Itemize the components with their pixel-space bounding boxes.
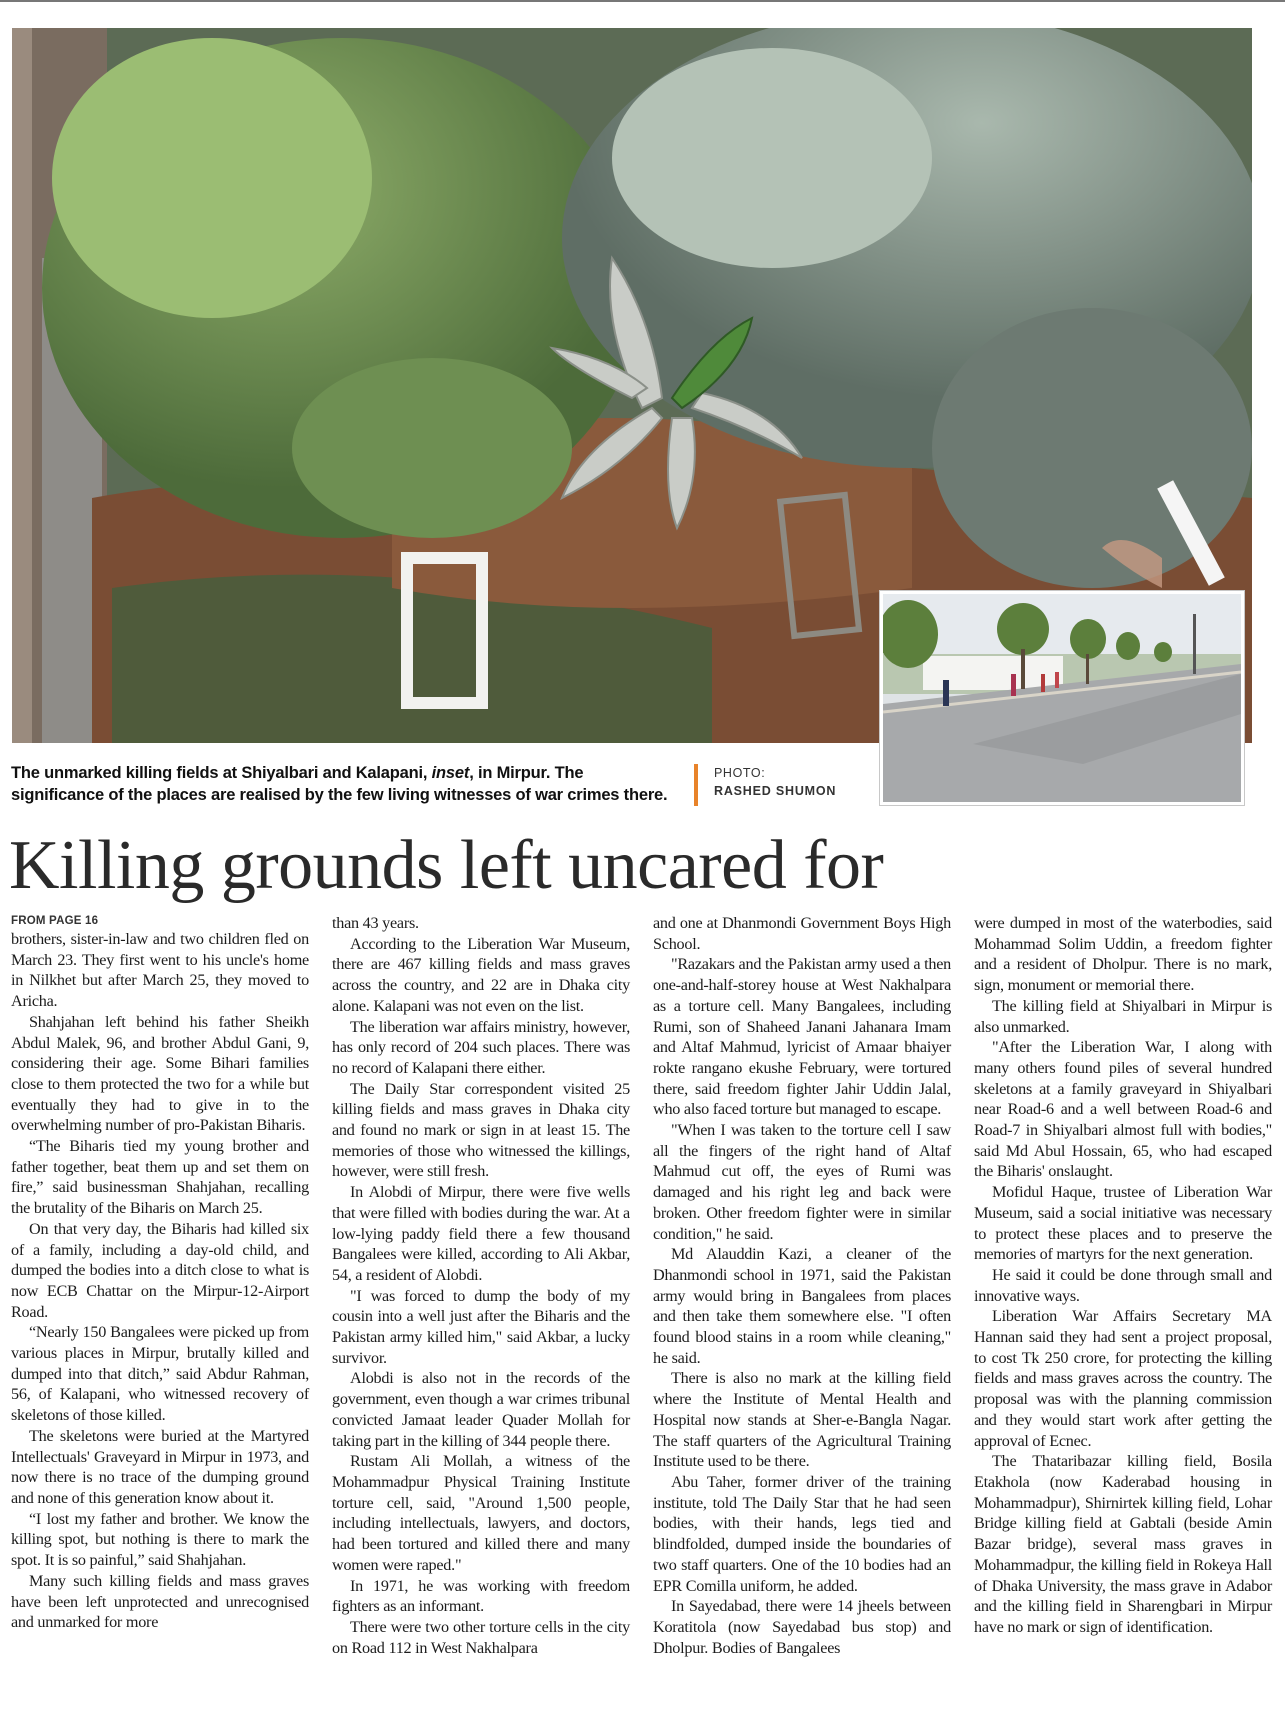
- article-paragraph: "After the Liberation War, I along with many others found piles of several hundred skeletons at a family graveyard in Shiyalbari near Road-6 and a well between Road-6 and Road-7 in Shiyalbari almost full with bodies," said Md Abul Hossain, 65, who had escaped the Biharis' onslaught.: [974, 1038, 1272, 1181]
- article-paragraph: Mofidul Haque, trustee of Liberation War Museum, said a social initiative was necessary to protect these places and to preserve the memories of martyrs for the next generation.: [974, 1183, 1272, 1264]
- article-paragraph: than 43 years.: [332, 914, 419, 932]
- inset-photo: [880, 591, 1244, 805]
- article-paragraph: Abu Taher, former driver of the training institute, told The Daily Star that he had seen bodies, with their hands, legs tied and blindfolded, dumped inside the boundaries of two staff quarters. One of the 10 bodies had an EPR Comilla uniform, he added.: [653, 1472, 951, 1595]
- article-paragraph: "I was forced to dump the body of my cousin into a well just after the Biharis and the Pakistan army killed him," said Akbar, a lucky survivor.: [332, 1286, 630, 1367]
- photo-credit-name: RASHED SHUMON: [714, 784, 837, 798]
- article-paragraph: In 1971, he was working with freedom fighters as an informant.: [332, 1576, 630, 1616]
- article-paragraph: The Thataribazar killing field, Bosila Etakhola (now Kaderabad housing in Mohammadpur), Shirnirtek killing field, Lohar Bridge killing field at Gabtali (beside Amin Bazar bridge), several mass graves in Mohammadpur, the killing field in Rokeya Hall of Dhaka University, the mass grave in Adabor and the killing field in Sharengbari in Mirpur have no mark or sign of identification.: [974, 1452, 1272, 1636]
- article-paragraph: “Nearly 150 Bangalees were picked up from various places in Mirpur, brutally killed and dumped into that ditch,” said Abdur Rahman, 56, of Kalapani, who witnessed recovery of skeletons of those killed.: [11, 1323, 309, 1425]
- article-paragraph: were dumped in most of the waterbodies, said Mohammad Solim Uddin, a freedom fighter and a resident of Dholpur. There is no mark, sign, monument or memorial there.: [974, 914, 1272, 995]
- caption-inset-word: inset: [431, 764, 470, 782]
- article-paragraph: According to the Liberation War Museum, there are 467 killing fields and mass graves across the country, and 22 are in Dhaka city alone. Kalapani was not even on the list.: [332, 934, 630, 1015]
- article-paragraph: The killing field at Shiyalbari in Mirpur is also unmarked.: [974, 996, 1272, 1036]
- headline: Killing grounds left uncared for: [9, 827, 884, 904]
- photo-credit-label: PHOTO:: [714, 766, 766, 780]
- article-paragraph: Md Alauddin Kazi, a cleaner of the Dhanmondi school in 1971, said the Pakistan army would bring in Bangalees from places and then take them somewhere else. "I often found blood stains in a room while cleaning," he said.: [653, 1245, 951, 1367]
- article-paragraph: The liberation war affairs ministry, however, has only record of 204 such places. There was no record of Kalapani there either.: [332, 1017, 630, 1077]
- article-paragraph: There were two other torture cells in the city on Road 112 in West Nakhalpara: [332, 1617, 630, 1657]
- from-page-reference: FROM PAGE 16: [11, 915, 99, 927]
- article-paragraph: There is also no mark at the killing field where the Institute of Mental Health and Hospital now stands at Sher-e-Bangla Nagar. The staff quarters of the Agricultural Training Institute used to be there.: [653, 1369, 951, 1471]
- article-paragraph: In Alobdi of Mirpur, there were five wells that were filled with bodies during the war. At a low-lying paddy field there a few thousand Bangalees were killed, according to Ali Akbar, 54, a resident of Alobdi.: [332, 1183, 630, 1284]
- article-paragraph: Alobdi is also not in the records of the government, even though a war crimes tribunal convicted Jamaat leader Quader Mollah for taking part in the killing of 344 people there.: [332, 1369, 630, 1450]
- article-paragraph: "Razakars and the Pakistan army used a then one-and-half-storey house at West Nakhalpara as a torture cell. Many Bangalees, including Rumi, son of Shaheed Janani Jahanara Imam and Altaf Mahmud, lyricist of Amaar bhaiyer rokte rangano ekushe February, were tortured there, said freedom fighter Jahir Uddin Jalal, who also faced torture but managed to escape.: [653, 955, 951, 1119]
- photo-credit: [694, 764, 836, 806]
- page-top-rule: [0, 0, 1285, 2]
- inset-photo-image: [883, 594, 1241, 802]
- article-paragraph: Rustam Ali Mollah, a witness of the Mohammadpur Physical Training Institute torture cell, said, "Around 1,500 people, including intellectuals, lawyers, and doctors, had been tortured and killed there and many women were raped.": [332, 1452, 630, 1574]
- article-paragraph: and one at Dhanmondi Government Boys High School.: [653, 914, 951, 953]
- article-paragraph: “I lost my father and brother. We know the killing spot, but nothing is there to mark the spot. It is so painful,” said Shahjahan.: [11, 1509, 309, 1570]
- article-column-3: [653, 913, 951, 1726]
- article-paragraph: He said it could be done through small and innovative ways.: [974, 1265, 1272, 1305]
- caption-text-part1: The unmarked killing fields at Shiyalbari and Kalapani,: [11, 764, 432, 782]
- caption-text-part2: , in Mirpur. The significance of the places are realised by the few living witnesses of war crimes there.: [11, 764, 668, 804]
- article-paragraph: The Daily Star correspondent visited 25 killing fields and mass graves in Dhaka city and found no mark or sign in at least 15. The memories of those who witnessed the killings, however, were still fresh.: [332, 1079, 630, 1181]
- article-body: [11, 913, 1273, 1726]
- article-column-2: [332, 913, 630, 1726]
- article-paragraph: In Sayedabad, there were 14 jheels between Koratitola (now Sayedabad bus stop) and Dholpur. Bodies of Bangalees: [653, 1597, 951, 1657]
- article-paragraph: Liberation War Affairs Secretary MA Hannan said they had sent a project proposal, to cost Tk 250 crore, for protecting the killing fields and mass graves across the country. The proposal was with the planning commission and they would start work after getting the approval of Ecnec.: [974, 1307, 1272, 1450]
- article-paragraph: "When I was taken to the torture cell I saw all the fingers of the right hand of Altaf Mahmud cut off, the eyes of Rumi was damaged and his right leg and back were broken. Other freedom fighter were in similar condition," he said.: [653, 1121, 951, 1243]
- article-paragraph: The skeletons were buried at the Martyred Intellectuals' Graveyard in Mirpur in 1973, and now there is no trace of the dumping ground and none of this generation know about it.: [11, 1426, 309, 1507]
- article-paragraph: brothers, sister-in-law and two children fled on March 23. They first went to his uncle's home in Nilkhet but after March 25, they moved to Aricha.: [11, 930, 309, 1011]
- article-column-1: [11, 913, 309, 1726]
- article-paragraph: “The Biharis tied my young brother and father together, beat them up and set them on fire,” said businessman Shahjahan, recalling the brutality of the Biharis on March 25.: [11, 1137, 309, 1218]
- article-paragraph: On that very day, the Biharis had killed six of a family, including a day-old child, and dumped the bodies into a ditch close to what is now ECB Chattar on the Mirpur-12-Airport Road.: [11, 1219, 309, 1321]
- article-paragraph: Many such killing fields and mass graves have been left unprotected and unrecognised and unmarked for more: [11, 1571, 309, 1632]
- photo-caption: [11, 762, 676, 806]
- article-paragraph: Shahjahan left behind his father Sheikh Abdul Malek, 96, and brother Abdul Gani, 9, considering their age. Some Bihari families close to them protected the two for a while but eventually they had to give in to the overwhelming number of pro-Pakistan Biharis.: [11, 1012, 309, 1135]
- article-column-4: [974, 913, 1272, 1726]
